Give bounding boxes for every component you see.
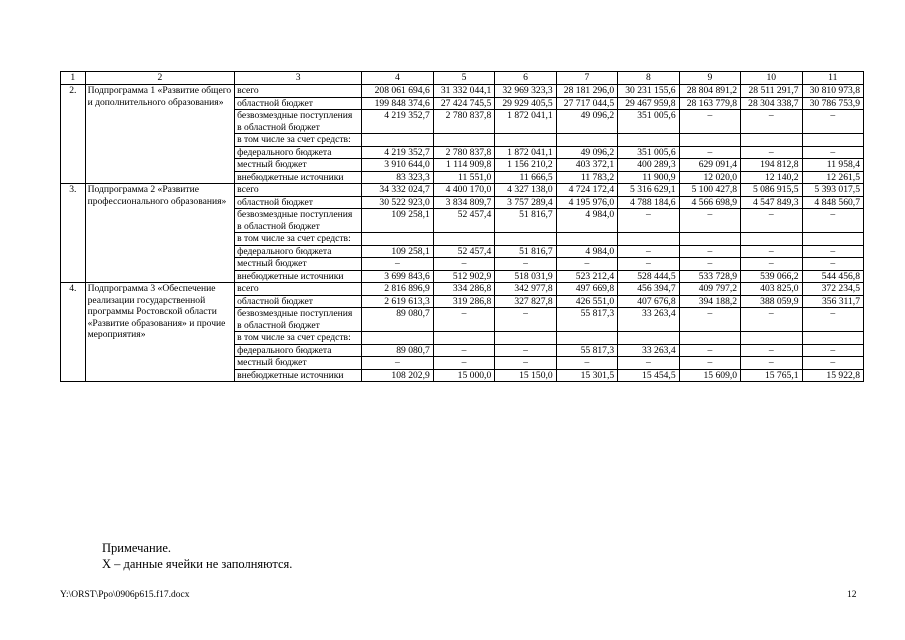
- value-cell: 29 467 959,8: [618, 97, 679, 110]
- value-cell: 2 816 896,9: [362, 283, 434, 296]
- value-cell: [495, 233, 556, 246]
- value-cell: 32 969 323,3: [495, 85, 556, 98]
- value-cell: –: [679, 258, 740, 271]
- table-row: [61, 184, 864, 197]
- value-cell: [618, 134, 679, 147]
- value-cell: 15 000,0: [433, 369, 494, 382]
- value-cell: 109 258,1: [362, 245, 434, 258]
- funding-source-label: внебюджетные источники: [235, 171, 362, 184]
- funding-source-label: в том числе за счет средств:: [235, 233, 362, 246]
- funding-source-label: федерального бюджета: [235, 344, 362, 357]
- value-cell: –: [802, 110, 863, 134]
- note-block: [102, 540, 292, 572]
- value-cell: –: [802, 357, 863, 370]
- value-cell: 33 263,4: [618, 308, 679, 332]
- value-cell: 12 140,2: [741, 171, 802, 184]
- value-cell: 208 061 694,6: [362, 85, 434, 98]
- column-number-cell: 9: [679, 72, 740, 85]
- value-cell: 334 286,8: [433, 283, 494, 296]
- value-cell: 28 304 338,7: [741, 97, 802, 110]
- value-cell: 11 900,9: [618, 171, 679, 184]
- value-cell: 456 394,7: [618, 283, 679, 296]
- value-cell: [679, 233, 740, 246]
- value-cell: [556, 134, 617, 147]
- value-cell: 528 444,5: [618, 270, 679, 283]
- column-number-cell: 2: [85, 72, 235, 85]
- value-cell: 351 005,6: [618, 110, 679, 134]
- value-cell: [802, 134, 863, 147]
- value-cell: 29 929 405,5: [495, 97, 556, 110]
- value-cell: 30 522 923,0: [362, 196, 434, 209]
- note-title: Примечание.: [102, 541, 172, 555]
- funding-source-label: федерального бюджета: [235, 245, 362, 258]
- column-number-cell: 4: [362, 72, 434, 85]
- value-cell: 4 547 849,3: [741, 196, 802, 209]
- value-cell: –: [741, 245, 802, 258]
- value-cell: 12 020,0: [679, 171, 740, 184]
- value-cell: 2 780 837,8: [433, 146, 494, 159]
- table-body: [61, 72, 864, 382]
- value-cell: –: [433, 344, 494, 357]
- value-cell: 629 091,4: [679, 159, 740, 172]
- value-cell: 319 286,8: [433, 295, 494, 308]
- value-cell: 400 289,3: [618, 159, 679, 172]
- value-cell: 27 424 745,5: [433, 97, 494, 110]
- funding-source-label: местный бюджет: [235, 357, 362, 370]
- funding-source-label: безвозмездные поступления в областной бюджет: [235, 209, 362, 233]
- value-cell: 2 780 837,8: [433, 110, 494, 134]
- value-cell: –: [618, 209, 679, 233]
- value-cell: –: [802, 209, 863, 233]
- value-cell: –: [741, 209, 802, 233]
- funding-source-label: внебюджетные источники: [235, 270, 362, 283]
- value-cell: –: [618, 245, 679, 258]
- funding-source-label: безвозмездные поступления в областной бюджет: [235, 110, 362, 134]
- value-cell: 52 457,4: [433, 209, 494, 233]
- value-cell: –: [741, 110, 802, 134]
- value-cell: [741, 134, 802, 147]
- value-cell: 5 393 017,5: [802, 184, 863, 197]
- column-number-cell: 1: [61, 72, 86, 85]
- value-cell: –: [679, 357, 740, 370]
- value-cell: 109 258,1: [362, 209, 434, 233]
- funding-source-label: областной бюджет: [235, 97, 362, 110]
- column-number-cell: 11: [802, 72, 863, 85]
- value-cell: 55 817,3: [556, 308, 617, 332]
- value-cell: 4 566 698,9: [679, 196, 740, 209]
- column-number-cell: 6: [495, 72, 556, 85]
- subprogram-name: Подпрограмма 3 «Обеспечение реализации государственной программы Ростовской области «Развитие образования» и прочие мероприятия»: [85, 283, 235, 382]
- value-cell: 518 031,9: [495, 270, 556, 283]
- value-cell: 31 332 044,1: [433, 85, 494, 98]
- value-cell: 512 902,9: [433, 270, 494, 283]
- value-cell: 523 212,4: [556, 270, 617, 283]
- value-cell: –: [741, 258, 802, 271]
- value-cell: –: [495, 357, 556, 370]
- funding-source-label: внебюджетные источники: [235, 369, 362, 382]
- value-cell: 30 786 753,9: [802, 97, 863, 110]
- value-cell: 4 219 352,7: [362, 110, 434, 134]
- value-cell: –: [802, 344, 863, 357]
- funding-source-label: местный бюджет: [235, 159, 362, 172]
- value-cell: 55 817,3: [556, 344, 617, 357]
- value-cell: –: [741, 357, 802, 370]
- value-cell: –: [495, 308, 556, 332]
- value-cell: 2 619 613,3: [362, 295, 434, 308]
- value-cell: –: [362, 258, 434, 271]
- value-cell: [618, 332, 679, 345]
- value-cell: 4 400 170,0: [433, 184, 494, 197]
- budget-table: [60, 71, 864, 382]
- value-cell: 544 456,8: [802, 270, 863, 283]
- value-cell: 28 181 296,0: [556, 85, 617, 98]
- value-cell: 4 327 138,0: [495, 184, 556, 197]
- value-cell: [433, 134, 494, 147]
- value-cell: [433, 233, 494, 246]
- value-cell: 28 163 779,8: [679, 97, 740, 110]
- value-cell: 5 100 427,8: [679, 184, 740, 197]
- funding-source-label: всего: [235, 85, 362, 98]
- column-number-cell: 5: [433, 72, 494, 85]
- value-cell: 4 848 560,7: [802, 196, 863, 209]
- section-number: 3.: [61, 184, 86, 283]
- value-cell: 51 816,7: [495, 209, 556, 233]
- value-cell: 194 812,8: [741, 159, 802, 172]
- footer-file-path: Y:\ORST\Ppo\0906p615.f17.docx: [60, 590, 190, 600]
- value-cell: –: [495, 344, 556, 357]
- value-cell: 1 114 909,8: [433, 159, 494, 172]
- table-row: [61, 283, 864, 296]
- value-cell: 15 765,1: [741, 369, 802, 382]
- value-cell: –: [495, 258, 556, 271]
- value-cell: 1 872 041,1: [495, 146, 556, 159]
- column-number-cell: 3: [235, 72, 362, 85]
- value-cell: [433, 332, 494, 345]
- funding-source-label: в том числе за счет средств:: [235, 134, 362, 147]
- value-cell: 327 827,8: [495, 295, 556, 308]
- value-cell: –: [556, 357, 617, 370]
- value-cell: 4 984,0: [556, 209, 617, 233]
- value-cell: 351 005,6: [618, 146, 679, 159]
- note-text: Х – данные ячейки не заполняются.: [102, 557, 293, 571]
- value-cell: 497 669,8: [556, 283, 617, 296]
- section-number: 4.: [61, 283, 86, 382]
- value-cell: 4 984,0: [556, 245, 617, 258]
- value-cell: 15 454,5: [618, 369, 679, 382]
- value-cell: –: [802, 258, 863, 271]
- value-cell: –: [679, 209, 740, 233]
- value-cell: 89 080,7: [362, 344, 434, 357]
- value-cell: [679, 332, 740, 345]
- value-cell: –: [741, 146, 802, 159]
- value-cell: –: [433, 258, 494, 271]
- column-number-cell: 8: [618, 72, 679, 85]
- value-cell: [556, 332, 617, 345]
- value-cell: 15 609,0: [679, 369, 740, 382]
- subprogram-name: Подпрограмма 1 «Развитие общего и дополнительного образования»: [85, 85, 235, 184]
- value-cell: 15 922,8: [802, 369, 863, 382]
- value-cell: 52 457,4: [433, 245, 494, 258]
- value-cell: [362, 134, 434, 147]
- funding-source-label: областной бюджет: [235, 295, 362, 308]
- value-cell: 199 848 374,6: [362, 97, 434, 110]
- value-cell: 372 234,5: [802, 283, 863, 296]
- value-cell: [741, 332, 802, 345]
- value-cell: –: [741, 344, 802, 357]
- value-cell: [495, 332, 556, 345]
- value-cell: [362, 332, 434, 345]
- value-cell: 49 096,2: [556, 110, 617, 134]
- value-cell: –: [802, 245, 863, 258]
- value-cell: –: [679, 308, 740, 332]
- value-cell: 1 156 210,2: [495, 159, 556, 172]
- value-cell: [556, 233, 617, 246]
- value-cell: 28 511 291,7: [741, 85, 802, 98]
- value-cell: 403 372,1: [556, 159, 617, 172]
- funding-source-label: местный бюджет: [235, 258, 362, 271]
- value-cell: 27 717 044,5: [556, 97, 617, 110]
- value-cell: –: [556, 258, 617, 271]
- value-cell: 4 195 976,0: [556, 196, 617, 209]
- value-cell: 33 263,4: [618, 344, 679, 357]
- value-cell: –: [679, 245, 740, 258]
- value-cell: 3 699 843,6: [362, 270, 434, 283]
- value-cell: –: [741, 308, 802, 332]
- value-cell: –: [618, 357, 679, 370]
- value-cell: 403 825,0: [741, 283, 802, 296]
- value-cell: –: [618, 258, 679, 271]
- value-cell: –: [802, 308, 863, 332]
- value-cell: –: [679, 344, 740, 357]
- value-cell: –: [679, 110, 740, 134]
- value-cell: 1 872 041,1: [495, 110, 556, 134]
- value-cell: 28 804 891,2: [679, 85, 740, 98]
- value-cell: 388 059,9: [741, 295, 802, 308]
- value-cell: 108 202,9: [362, 369, 434, 382]
- value-cell: –: [679, 146, 740, 159]
- funding-source-label: федерального бюджета: [235, 146, 362, 159]
- value-cell: [802, 233, 863, 246]
- value-cell: 533 728,9: [679, 270, 740, 283]
- value-cell: 30 810 973,8: [802, 85, 863, 98]
- section-number: 2.: [61, 85, 86, 184]
- value-cell: –: [802, 146, 863, 159]
- value-cell: 30 231 155,6: [618, 85, 679, 98]
- value-cell: 409 797,2: [679, 283, 740, 296]
- value-cell: 4 724 172,4: [556, 184, 617, 197]
- funding-source-label: областной бюджет: [235, 196, 362, 209]
- value-cell: [802, 332, 863, 345]
- value-cell: 407 676,8: [618, 295, 679, 308]
- value-cell: –: [433, 308, 494, 332]
- value-cell: –: [362, 357, 434, 370]
- value-cell: 11 551,0: [433, 171, 494, 184]
- value-cell: 12 261,5: [802, 171, 863, 184]
- value-cell: 11 783,2: [556, 171, 617, 184]
- value-cell: 15 301,5: [556, 369, 617, 382]
- subprogram-name: Подпрограмма 2 «Развитие профессионального образования»: [85, 184, 235, 283]
- funding-source-label: безвозмездные поступления в областной бюджет: [235, 308, 362, 332]
- value-cell: 3 757 289,4: [495, 196, 556, 209]
- value-cell: 15 150,0: [495, 369, 556, 382]
- value-cell: –: [433, 357, 494, 370]
- value-cell: 83 323,3: [362, 171, 434, 184]
- value-cell: [618, 233, 679, 246]
- value-cell: 5 316 629,1: [618, 184, 679, 197]
- value-cell: 11 958,4: [802, 159, 863, 172]
- value-cell: 5 086 915,5: [741, 184, 802, 197]
- value-cell: 342 977,8: [495, 283, 556, 296]
- value-cell: 11 666,5: [495, 171, 556, 184]
- value-cell: 34 332 024,7: [362, 184, 434, 197]
- value-cell: 426 551,0: [556, 295, 617, 308]
- value-cell: 356 311,7: [802, 295, 863, 308]
- column-number-cell: 7: [556, 72, 617, 85]
- value-cell: 539 066,2: [741, 270, 802, 283]
- column-number-row: [61, 72, 864, 85]
- budget-table-container: [60, 71, 864, 382]
- value-cell: 4 788 184,6: [618, 196, 679, 209]
- value-cell: [741, 233, 802, 246]
- value-cell: 89 080,7: [362, 308, 434, 332]
- column-number-cell: 10: [741, 72, 802, 85]
- value-cell: [362, 233, 434, 246]
- value-cell: 4 219 352,7: [362, 146, 434, 159]
- value-cell: [679, 134, 740, 147]
- funding-source-label: всего: [235, 283, 362, 296]
- value-cell: 3 910 644,0: [362, 159, 434, 172]
- value-cell: 394 188,2: [679, 295, 740, 308]
- value-cell: 49 096,2: [556, 146, 617, 159]
- funding-source-label: в том числе за счет средств:: [235, 332, 362, 345]
- table-row: [61, 85, 864, 98]
- funding-source-label: всего: [235, 184, 362, 197]
- page-number: 12: [847, 590, 857, 600]
- value-cell: [495, 134, 556, 147]
- value-cell: 3 834 809,7: [433, 196, 494, 209]
- value-cell: 51 816,7: [495, 245, 556, 258]
